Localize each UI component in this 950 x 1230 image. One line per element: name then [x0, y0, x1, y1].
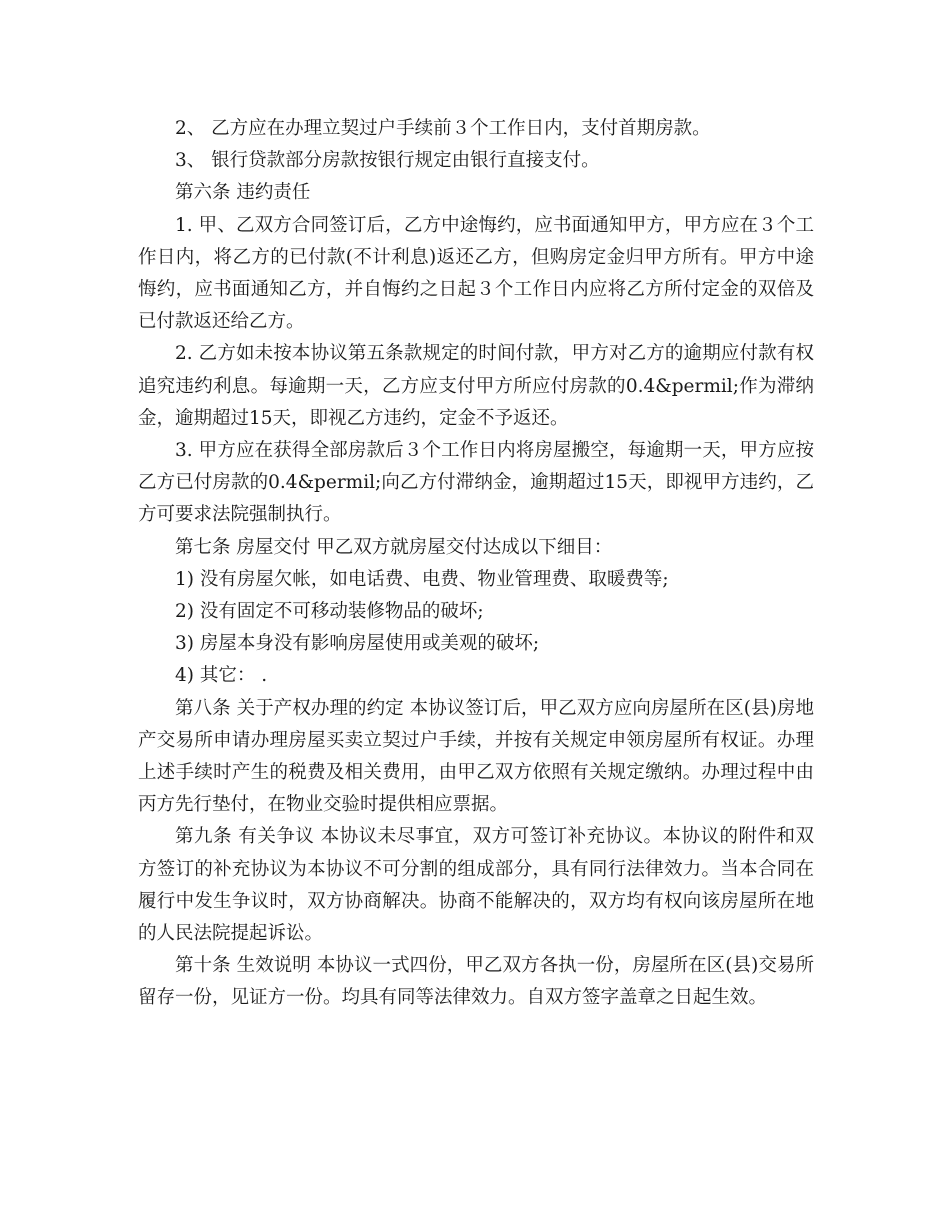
paragraph-article-10: 第十条 生效说明 本协议一式四份，甲乙双方各执一份，房屋所在区(县)交易所留存一份，见证方一份。均具有同等法律效力。自双方签字盖章之日起生效。 — [138, 955, 814, 1009]
paragraph-payment-3: 3、 银行贷款部分房款按银行规定由银行直接支付。 — [175, 150, 600, 172]
paragraph-breach-1: 1. 甲、乙双方合同签订后，乙方中途悔约，应书面通知甲方，甲方应在３个工作日内，将乙方的已付款(不计利息)返还乙方，但购房定金归甲方所有。甲方中途悔约，应书面通知乙方，并自悔约之日起３个工作日内应将乙方所付定金的双倍及已付款返还给乙方。 — [138, 214, 814, 333]
paragraph-breach-2: 2. 乙方如未按本协议第五条款规定的时间付款，甲方对乙方的逾期应付款有权追究违约利息。每逾期一天，乙方应支付甲方所应付房款的0.4&permil;作为滞纳金，逾期超过15天，即视乙方违约，定金不予返还。 — [138, 343, 814, 429]
heading-article-6: 第六条 违约责任 — [175, 182, 311, 204]
heading-article-7: 第七条 房屋交付 甲乙双方就房屋交付达成以下细目： — [175, 536, 613, 558]
list-item-delivery-4: 4) 其它： . — [175, 665, 268, 687]
document-body — [138, 113, 814, 1015]
list-item-delivery-3: 3) 房屋本身没有影响房屋使用或美观的破坏; — [175, 633, 540, 655]
list-item-delivery-2: 2) 没有固定不可移动装修物品的破坏; — [175, 601, 484, 623]
paragraph-payment-2: 2、 乙方应在办理立契过户手续前３个工作日内，支付首期房款。 — [175, 118, 711, 139]
list-item-delivery-1: 1) 没有房屋欠帐，如电话费、电费、物业管理费、取暖费等; — [175, 568, 669, 590]
paragraph-article-9: 第九条 有关争议 本协议未尽事宜，双方可签订补充协议。本协议的附件和双方签订的补充协议为本协议不可分割的组成部分，具有同行法律效力。当本合同在履行中发生争议时，双方协商解决。协商不能解决的，双方均有权向该房屋所在地的人民法院提起诉讼。 — [138, 826, 814, 945]
paragraph-article-8: 第八条 关于产权办理的约定 本协议签订后，甲乙双方应向房屋所在区(县)房地产交易所申请办理房屋买卖立契过户手续，并按有关规定申领房屋所有权证。办理上述手续时产生的税费及相关费用，由甲乙双方依照有关规定缴纳。办理过程中由丙方先行垫付，在物业交验时提供相应票据。 — [138, 697, 814, 816]
paragraph-breach-3: 3. 甲方应在获得全部房款后３个工作日内将房屋搬空，每逾期一天，甲方应按乙方已付房款的0.4&permil;向乙方付滞纳金，逾期超过15天，即视甲方违约，乙方可要求法院强制执行。 — [138, 440, 814, 526]
